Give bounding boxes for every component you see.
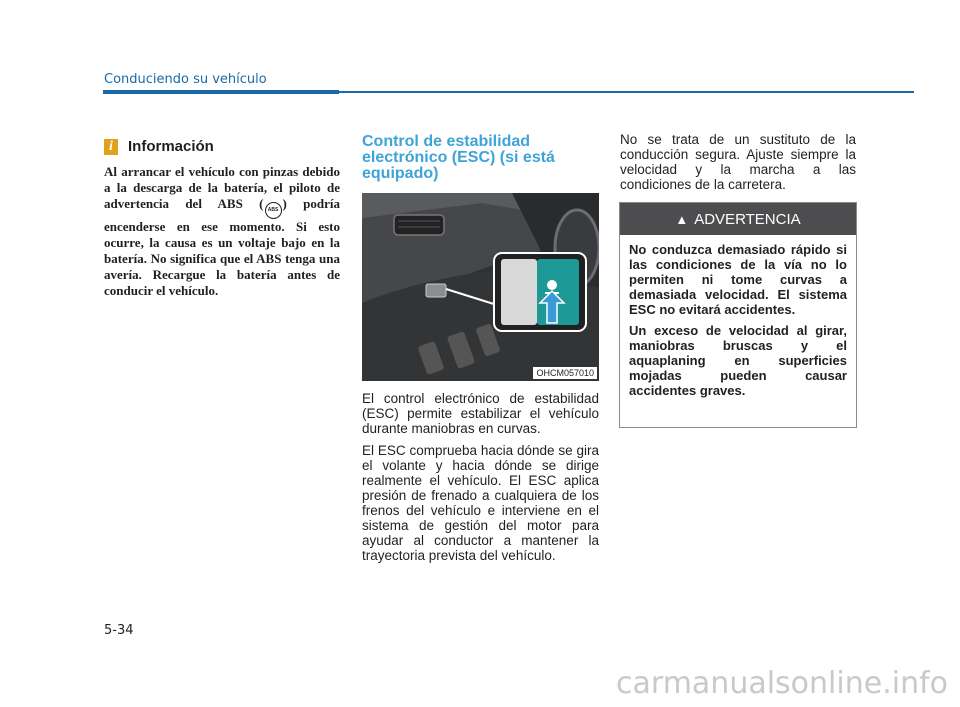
info-icon: i: [104, 139, 118, 155]
esc-body: [362, 391, 599, 570]
warning-body: [620, 235, 856, 398]
warning-header: [620, 203, 856, 235]
warning-box: [619, 202, 857, 428]
warning-paragraph: No conduzca demasiado rápido si las condiciones de la vía no lo permiten ni tome curvas a demasiada velocidad. El sistema ESC no evitará accidentes.: [629, 242, 847, 317]
info-text-before: Al arrancar el vehículo con pinzas debido a la descarga de la batería, el piloto de advertencia del ABS (: [104, 164, 340, 211]
warning-paragraph: Un exceso de velocidad al girar, maniobras bruscas y el aquaplaning en superficies mojadas pueden causar accidentes graves.: [629, 323, 847, 398]
page-number: 5-34: [104, 623, 134, 638]
dashboard-illustration: [362, 193, 599, 381]
abs-warning-icon: ABS: [265, 202, 282, 219]
header-rule-thin: [339, 91, 914, 93]
info-heading: [104, 138, 214, 155]
header-rule-thick: [103, 90, 339, 94]
right-paragraph: No se trata de un sustituto de la conducción segura. Ajuste siempre la velocidad y la marcha a las condiciones de la carretera.: [620, 132, 856, 192]
info-paragraph: [104, 164, 340, 299]
section-header: Conduciendo su vehículo: [104, 72, 267, 87]
right-body: [620, 132, 856, 199]
warning-title: ADVERTENCIA: [694, 210, 801, 228]
warning-triangle-icon: ▲: [675, 211, 689, 227]
esc-paragraph: El control electrónico de estabilidad (ESC) permite estabilizar el vehículo durante maniobras en curvas.: [362, 391, 599, 436]
esc-paragraph: El ESC comprueba hacia dónde se gira el volante y hacia dónde se dirige realmente el vehículo. El ESC aplica presión de frenado a cualquiera de los frenos del vehículo e interviene en el sistema de gestión del motor para ayudar al conductor a mantener la trayectoria prevista del vehículo.: [362, 443, 599, 563]
esc-section-title: Control de estabilidad electrónico (ESC) (si está equipado): [362, 133, 555, 182]
photo-code: OHCM057010: [533, 367, 597, 379]
info-text-after: ) podría encenderse en ese momento. Si esto ocurre, la causa es un voltaje bajo en la batería. No significa que el ABS tenga una avería. Recargue la batería antes de conducir el vehículo.: [104, 196, 341, 298]
watermark: carmanualsonline.info: [616, 666, 948, 701]
esc-button-photo: [362, 193, 599, 381]
info-title: Información: [128, 138, 214, 155]
